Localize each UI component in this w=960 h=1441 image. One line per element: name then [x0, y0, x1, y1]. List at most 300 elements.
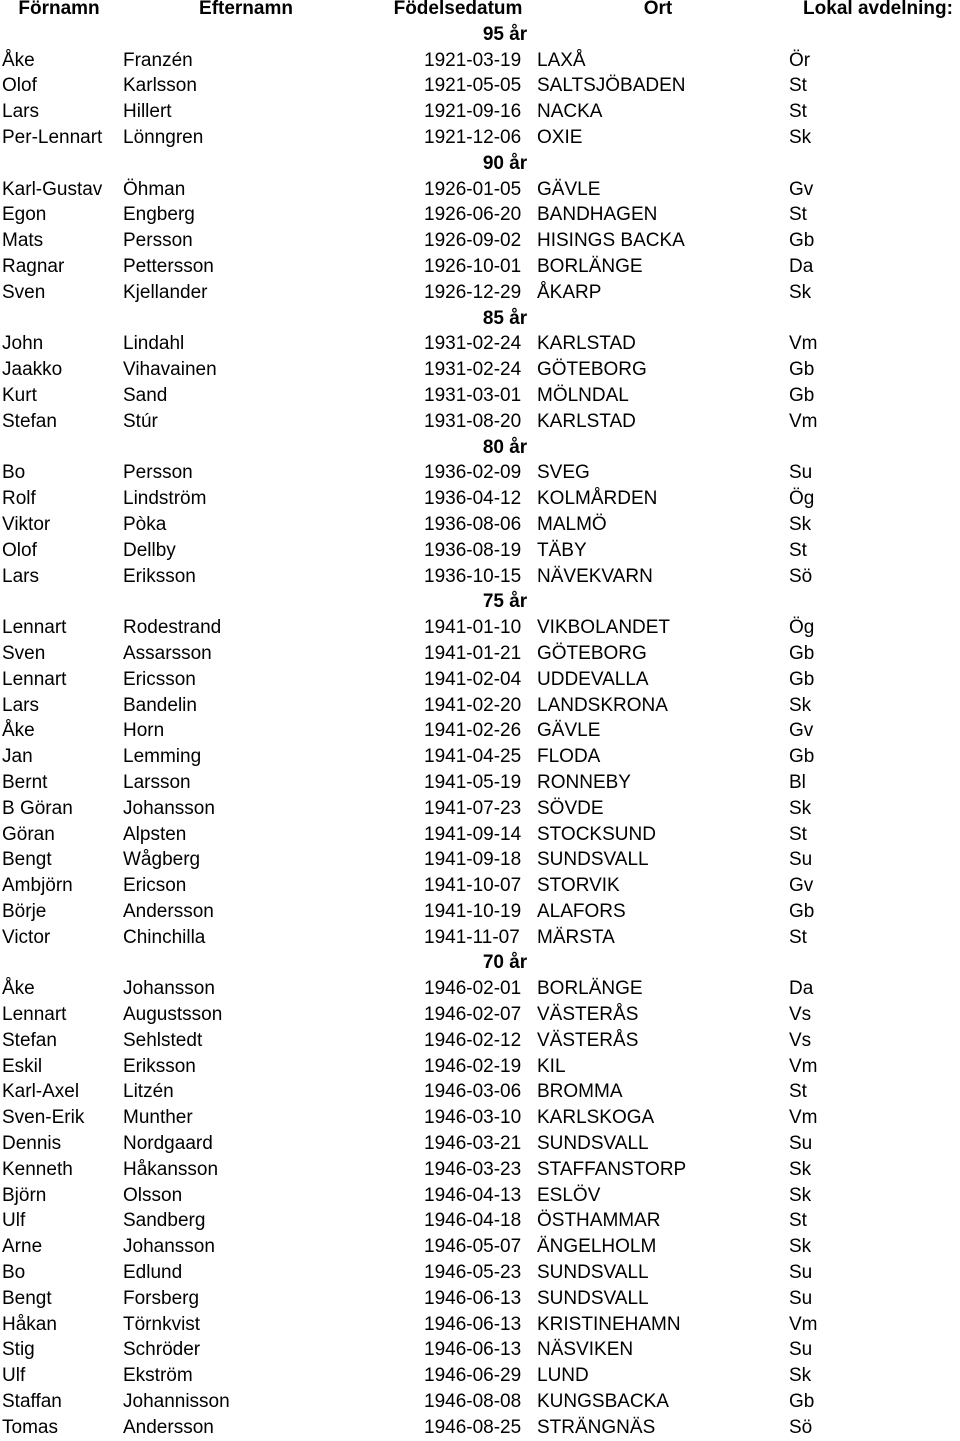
cell-last-name: Andersson [123, 900, 214, 922]
table-row [0, 1234, 960, 1260]
table-row [0, 409, 960, 435]
cell-first-name: Björn [2, 1184, 47, 1206]
cell-birth-date: 1946-02-19 [424, 1055, 522, 1077]
cell-city: FLODA [537, 746, 601, 768]
cell-local-branch: Gb [789, 1391, 815, 1413]
table-row [0, 228, 960, 254]
cell-last-name: Litzén [123, 1081, 174, 1103]
header-local-branch: Lokal avdelning: [803, 0, 953, 19]
cell-last-name: Johannisson [123, 1391, 230, 1413]
cell-birth-date: 1936-08-19 [424, 539, 522, 561]
cell-local-branch: Sk [789, 694, 812, 716]
cell-city: BORLÄNGE [537, 255, 643, 277]
cell-local-branch: Bl [789, 771, 806, 793]
cell-city: MÖLNDAL [537, 384, 629, 406]
cell-first-name: Sven-Erik [2, 1107, 85, 1129]
cell-local-branch: Vs [789, 1029, 812, 1051]
cell-local-branch: St [789, 1210, 807, 1232]
cell-city: SUNDSVALL [537, 849, 649, 871]
cell-birth-date: 1941-02-04 [424, 668, 522, 690]
cell-last-name: Öhman [123, 178, 186, 200]
cell-city: BORLÄNGE [537, 978, 643, 1000]
cell-birth-date: 1941-01-21 [424, 642, 522, 664]
cell-birth-date: 1936-08-06 [424, 513, 522, 535]
table-row [0, 48, 960, 74]
cell-birth-date: 1946-03-23 [424, 1158, 522, 1180]
cell-last-name: Karlsson [123, 75, 197, 97]
cell-local-branch: Vm [789, 1313, 818, 1335]
cell-first-name: Bernt [2, 771, 48, 793]
cell-local-branch: St [789, 926, 807, 948]
age-group-heading [0, 589, 960, 615]
cell-city: STRÄNGNÄS [537, 1416, 656, 1438]
cell-last-name: Persson [123, 462, 193, 484]
cell-last-name: Forsberg [123, 1287, 200, 1309]
cell-local-branch: Sk [789, 797, 812, 819]
cell-birth-date: 1946-02-01 [424, 978, 522, 1000]
cell-first-name: Karl-Gustav [2, 178, 103, 200]
cell-last-name: Lindahl [123, 333, 185, 355]
age-group-heading [0, 151, 960, 177]
cell-first-name: Ragnar [2, 255, 65, 277]
header-row [0, 0, 960, 22]
cell-city: ÖSTHAMMAR [537, 1210, 661, 1232]
cell-last-name: Larsson [123, 771, 191, 793]
cell-city: STOCKSUND [537, 823, 656, 845]
cell-city: GÖTEBORG [537, 642, 647, 664]
cell-city: UDDEVALLA [537, 668, 649, 690]
cell-local-branch: Su [789, 1133, 813, 1155]
table-row [0, 1260, 960, 1286]
cell-city: SUNDSVALL [537, 1287, 649, 1309]
cell-birth-date: 1946-06-13 [424, 1287, 522, 1309]
cell-city: BANDHAGEN [537, 204, 658, 226]
table-row [0, 925, 960, 951]
cell-last-name: Sand [123, 384, 168, 406]
cell-birth-date: 1946-03-10 [424, 1107, 522, 1129]
cell-local-branch: Gb [789, 746, 815, 768]
cell-birth-date: 1926-06-20 [424, 204, 522, 226]
cell-birth-date: 1946-06-29 [424, 1365, 522, 1387]
cell-last-name: Ekström [123, 1365, 193, 1387]
table-row [0, 383, 960, 409]
cell-city: SUNDSVALL [537, 1262, 649, 1284]
cell-last-name: Rodestrand [123, 617, 222, 639]
header-birth-date: Födelsedatum [393, 0, 523, 19]
cell-first-name: Håkan [2, 1313, 57, 1335]
cell-birth-date: 1926-10-01 [424, 255, 522, 277]
cell-first-name: Tomas [2, 1416, 58, 1438]
cell-local-branch: Vm [789, 1055, 818, 1077]
cell-first-name: Sven [2, 642, 46, 664]
cell-local-branch: St [789, 1081, 807, 1103]
cell-city: HISINGS BACKA [537, 230, 685, 252]
table-row [0, 1337, 960, 1363]
cell-first-name: Rolf [2, 488, 36, 510]
cell-local-branch: Su [789, 849, 813, 871]
cell-birth-date: 1946-06-13 [424, 1313, 522, 1335]
cell-birth-date: 1936-10-15 [424, 565, 522, 587]
cell-local-branch: Sö [789, 1416, 813, 1438]
table-row [0, 1054, 960, 1080]
cell-city: GÄVLE [537, 720, 601, 742]
cell-city: LAXÅ [537, 49, 586, 71]
cell-city: SUNDSVALL [537, 1133, 649, 1155]
cell-last-name: Håkansson [123, 1158, 219, 1180]
cell-first-name: John [2, 333, 44, 355]
cell-city: KRISTINEHAMN [537, 1313, 681, 1335]
cell-last-name: Eriksson [123, 565, 196, 587]
table-row [0, 486, 960, 512]
table-row [0, 460, 960, 486]
table-row [0, 1183, 960, 1209]
cell-local-branch: Gb [789, 230, 815, 252]
cell-last-name: Alpsten [123, 823, 187, 845]
table-row [0, 1028, 960, 1054]
table-row [0, 1363, 960, 1389]
cell-first-name: Lars [2, 101, 39, 123]
table-body [0, 22, 960, 1441]
cell-local-branch: Vm [789, 1107, 818, 1129]
cell-local-branch: Vm [789, 333, 818, 355]
cell-birth-date: 1941-10-19 [424, 900, 522, 922]
cell-local-branch: St [789, 823, 807, 845]
cell-city: NACKA [537, 101, 603, 123]
cell-first-name: Dennis [2, 1133, 62, 1155]
cell-birth-date: 1946-02-07 [424, 1004, 522, 1026]
cell-birth-date: 1941-02-26 [424, 720, 522, 742]
cell-city: MÄRSTA [537, 926, 615, 948]
cell-first-name: Ulf [2, 1365, 26, 1387]
cell-birth-date: 1936-02-09 [424, 462, 522, 484]
cell-birth-date: 1921-03-19 [424, 49, 522, 71]
cell-last-name: Engberg [123, 204, 195, 226]
cell-city: SVEG [537, 462, 590, 484]
cell-local-branch: St [789, 204, 807, 226]
cell-birth-date: 1941-09-18 [424, 849, 522, 871]
cell-city: ESLÖV [537, 1184, 601, 1206]
cell-last-name: Törnkvist [123, 1313, 201, 1335]
cell-city: BROMMA [537, 1081, 623, 1103]
table-row [0, 1415, 960, 1441]
cell-last-name: Wågberg [123, 849, 201, 871]
cell-last-name: Edlund [123, 1262, 183, 1284]
cell-last-name: Assarsson [123, 642, 212, 664]
cell-local-branch: Gv [789, 875, 814, 897]
cell-local-branch: Sk [789, 513, 812, 535]
age-group-label: 95 år [482, 23, 528, 45]
cell-birth-date: 1931-02-24 [424, 333, 522, 355]
cell-first-name: Bo [2, 1262, 26, 1284]
cell-city: GÖTEBORG [537, 359, 647, 381]
cell-last-name: Pettersson [123, 255, 214, 277]
table-row [0, 641, 960, 667]
cell-birth-date: 1931-02-24 [424, 359, 522, 381]
cell-local-branch: Sk [789, 1158, 812, 1180]
cell-last-name: Pòka [123, 513, 167, 535]
cell-last-name: Ericsson [123, 668, 196, 690]
cell-first-name: Åke [2, 978, 35, 1000]
table-row [0, 564, 960, 590]
table-row [0, 202, 960, 228]
cell-first-name: Stig [2, 1339, 35, 1361]
table-row [0, 744, 960, 770]
cell-local-branch: Sk [789, 281, 812, 303]
cell-last-name: Lönngren [123, 126, 204, 148]
cell-last-name: Chinchilla [123, 926, 206, 948]
cell-last-name: Augustsson [123, 1004, 223, 1026]
cell-birth-date: 1946-05-23 [424, 1262, 522, 1284]
cell-birth-date: 1946-03-06 [424, 1081, 522, 1103]
cell-city: LUND [537, 1365, 589, 1387]
table-row [0, 1079, 960, 1105]
table-row [0, 1002, 960, 1028]
cell-birth-date: 1926-12-29 [424, 281, 522, 303]
cell-first-name: Lennart [2, 668, 67, 690]
cell-first-name: Per-Lennart [2, 126, 103, 148]
table-row [0, 177, 960, 203]
cell-first-name: Mats [2, 230, 44, 252]
cell-city: GÄVLE [537, 178, 601, 200]
cell-last-name: Kjellander [123, 281, 208, 303]
cell-first-name: Arne [2, 1236, 43, 1258]
cell-city: TÄBY [537, 539, 587, 561]
table-row [0, 693, 960, 719]
table-row [0, 1389, 960, 1415]
cell-local-branch: Ör [789, 49, 811, 71]
cell-city: KIL [537, 1055, 566, 1077]
table-row [0, 1105, 960, 1131]
table-row [0, 1286, 960, 1312]
cell-birth-date: 1936-04-12 [424, 488, 522, 510]
cell-last-name: Bandelin [123, 694, 197, 716]
cell-first-name: Åke [2, 720, 35, 742]
cell-first-name: Jaakko [2, 359, 63, 381]
cell-first-name: Kurt [2, 384, 37, 406]
cell-local-branch: Vm [789, 410, 818, 432]
cell-last-name: Johansson [123, 1236, 215, 1258]
age-group-heading [0, 950, 960, 976]
cell-local-branch: Gv [789, 178, 814, 200]
cell-city: ÄNGELHOLM [537, 1236, 657, 1258]
cell-city: SALTSJÖBADEN [537, 75, 686, 97]
cell-last-name: Sehlstedt [123, 1029, 203, 1051]
age-group-label: 75 år [482, 591, 528, 613]
cell-first-name: Ulf [2, 1210, 26, 1232]
cell-city: KARLSTAD [537, 333, 636, 355]
cell-first-name: Sven [2, 281, 46, 303]
table-row [0, 1208, 960, 1234]
cell-local-branch: Sö [789, 565, 813, 587]
table-row [0, 73, 960, 99]
table-row [0, 538, 960, 564]
cell-first-name: Kenneth [2, 1158, 73, 1180]
cell-local-branch: St [789, 539, 807, 561]
cell-birth-date: 1926-01-05 [424, 178, 522, 200]
cell-birth-date: 1921-05-05 [424, 75, 522, 97]
cell-local-branch: Sk [789, 126, 812, 148]
cell-last-name: Ericson [123, 875, 187, 897]
cell-birth-date: 1946-02-12 [424, 1029, 522, 1051]
header-city: Ort [643, 0, 673, 19]
cell-local-branch: Sk [789, 1365, 812, 1387]
cell-first-name: Egon [2, 204, 47, 226]
table-row [0, 796, 960, 822]
age-group-heading [0, 306, 960, 332]
cell-local-branch: Vs [789, 1004, 812, 1026]
age-group-label: 85 år [482, 307, 528, 329]
cell-first-name: Lennart [2, 617, 67, 639]
cell-last-name: Olsson [123, 1184, 183, 1206]
table-row [0, 1157, 960, 1183]
cell-birth-date: 1941-09-14 [424, 823, 522, 845]
cell-first-name: Bo [2, 462, 26, 484]
cell-city: STAFFANSTORP [537, 1158, 687, 1180]
cell-birth-date: 1941-02-20 [424, 694, 522, 716]
cell-birth-date: 1941-10-07 [424, 875, 522, 897]
cell-local-branch: Su [789, 1262, 813, 1284]
cell-city: KARLSTAD [537, 410, 636, 432]
cell-first-name: Staffan [2, 1391, 62, 1413]
cell-local-branch: Gb [789, 384, 815, 406]
cell-city: ÅKARP [537, 281, 602, 303]
cell-birth-date: 1941-04-25 [424, 746, 522, 768]
table-row [0, 822, 960, 848]
cell-last-name: Hillert [123, 101, 172, 123]
cell-birth-date: 1946-03-21 [424, 1133, 522, 1155]
table-row [0, 1312, 960, 1338]
cell-last-name: Lindström [123, 488, 207, 510]
cell-city: RONNEBY [537, 771, 631, 793]
cell-local-branch: Sk [789, 1184, 812, 1206]
cell-local-branch: Gb [789, 642, 815, 664]
cell-last-name: Sandberg [123, 1210, 206, 1232]
cell-local-branch: Da [789, 255, 814, 277]
age-group-label: 80 år [482, 436, 528, 458]
cell-last-name: Nordgaard [123, 1133, 213, 1155]
table-row [0, 615, 960, 641]
cell-birth-date: 1941-11-07 [424, 926, 520, 948]
cell-first-name: B Göran [2, 797, 73, 819]
cell-last-name: Persson [123, 230, 193, 252]
table-row [0, 357, 960, 383]
table-row [0, 331, 960, 357]
cell-last-name: Schröder [123, 1339, 201, 1361]
cell-first-name: Jan [2, 746, 33, 768]
cell-city: VIKBOLANDET [537, 617, 671, 639]
cell-first-name: Olof [2, 539, 37, 561]
table-row [0, 667, 960, 693]
cell-last-name: Horn [123, 720, 165, 742]
table-row [0, 770, 960, 796]
cell-last-name: Stúr [123, 410, 158, 432]
cell-local-branch: Su [789, 1287, 813, 1309]
cell-city: ALAFORS [537, 900, 626, 922]
cell-last-name: Lemming [123, 746, 202, 768]
cell-birth-date: 1931-08-20 [424, 410, 522, 432]
age-group-label: 90 år [482, 152, 528, 174]
cell-local-branch: Gb [789, 668, 815, 690]
cell-birth-date: 1926-09-02 [424, 230, 522, 252]
cell-city: NÄSVIKEN [537, 1339, 634, 1361]
cell-city: SÖVDE [537, 797, 604, 819]
cell-last-name: Franzén [123, 49, 193, 71]
cell-local-branch: Ög [789, 617, 815, 639]
table-row [0, 99, 960, 125]
cell-local-branch: Ög [789, 488, 815, 510]
cell-first-name: Bengt [2, 1287, 52, 1309]
cell-local-branch: Da [789, 978, 814, 1000]
cell-first-name: Viktor [2, 513, 51, 535]
table-row [0, 280, 960, 306]
cell-city: LANDSKRONA [537, 694, 668, 716]
header-last-name: Efternamn [199, 0, 293, 19]
cell-first-name: Stefan [2, 1029, 57, 1051]
cell-city: VÄSTERÅS [537, 1029, 639, 1051]
cell-birth-date: 1921-09-16 [424, 101, 522, 123]
cell-local-branch: Gb [789, 359, 815, 381]
cell-city: KOLMÅRDEN [537, 488, 658, 510]
cell-first-name: Lars [2, 694, 39, 716]
table-row [0, 976, 960, 1002]
cell-local-branch: Su [789, 1339, 813, 1361]
cell-local-branch: Sk [789, 1236, 812, 1258]
cell-birth-date: 1946-04-18 [424, 1210, 522, 1232]
cell-city: KUNGSBACKA [537, 1391, 669, 1413]
cell-birth-date: 1921-12-06 [424, 126, 522, 148]
table-row [0, 1131, 960, 1157]
cell-city: NÄVEKVARN [537, 565, 653, 587]
cell-first-name: Victor [2, 926, 51, 948]
age-group-label: 70 år [482, 952, 528, 974]
cell-first-name: Olof [2, 75, 37, 97]
cell-local-branch: Gb [789, 900, 815, 922]
cell-last-name: Andersson [123, 1416, 214, 1438]
header-first-name: Förnamn [18, 0, 100, 19]
table-row [0, 847, 960, 873]
cell-city: VÄSTERÅS [537, 1004, 639, 1026]
cell-birth-date: 1946-05-07 [424, 1236, 522, 1258]
cell-last-name: Munther [123, 1107, 193, 1129]
cell-first-name: Börje [2, 900, 47, 922]
table-row [0, 512, 960, 538]
cell-city: MALMÖ [537, 513, 607, 535]
cell-birth-date: 1946-08-25 [424, 1416, 522, 1438]
age-group-heading [0, 22, 960, 48]
cell-first-name: Åke [2, 49, 35, 71]
cell-local-branch: St [789, 101, 807, 123]
cell-last-name: Johansson [123, 797, 215, 819]
cell-birth-date: 1946-04-13 [424, 1184, 522, 1206]
cell-first-name: Stefan [2, 410, 57, 432]
cell-first-name: Eskil [2, 1055, 43, 1077]
table-row [0, 873, 960, 899]
table-row [0, 254, 960, 280]
cell-local-branch: Su [789, 462, 813, 484]
cell-first-name: Ambjörn [2, 875, 73, 897]
cell-first-name: Karl-Axel [2, 1081, 80, 1103]
cell-birth-date: 1946-08-08 [424, 1391, 522, 1413]
cell-city: OXIE [537, 126, 583, 148]
cell-last-name: Dellby [123, 539, 176, 561]
table-row [0, 718, 960, 744]
cell-birth-date: 1941-05-19 [424, 771, 522, 793]
cell-city: STORVIK [537, 875, 620, 897]
age-group-heading [0, 435, 960, 461]
cell-birth-date: 1946-06-13 [424, 1339, 522, 1361]
cell-birth-date: 1941-01-10 [424, 617, 522, 639]
cell-first-name: Göran [2, 823, 55, 845]
